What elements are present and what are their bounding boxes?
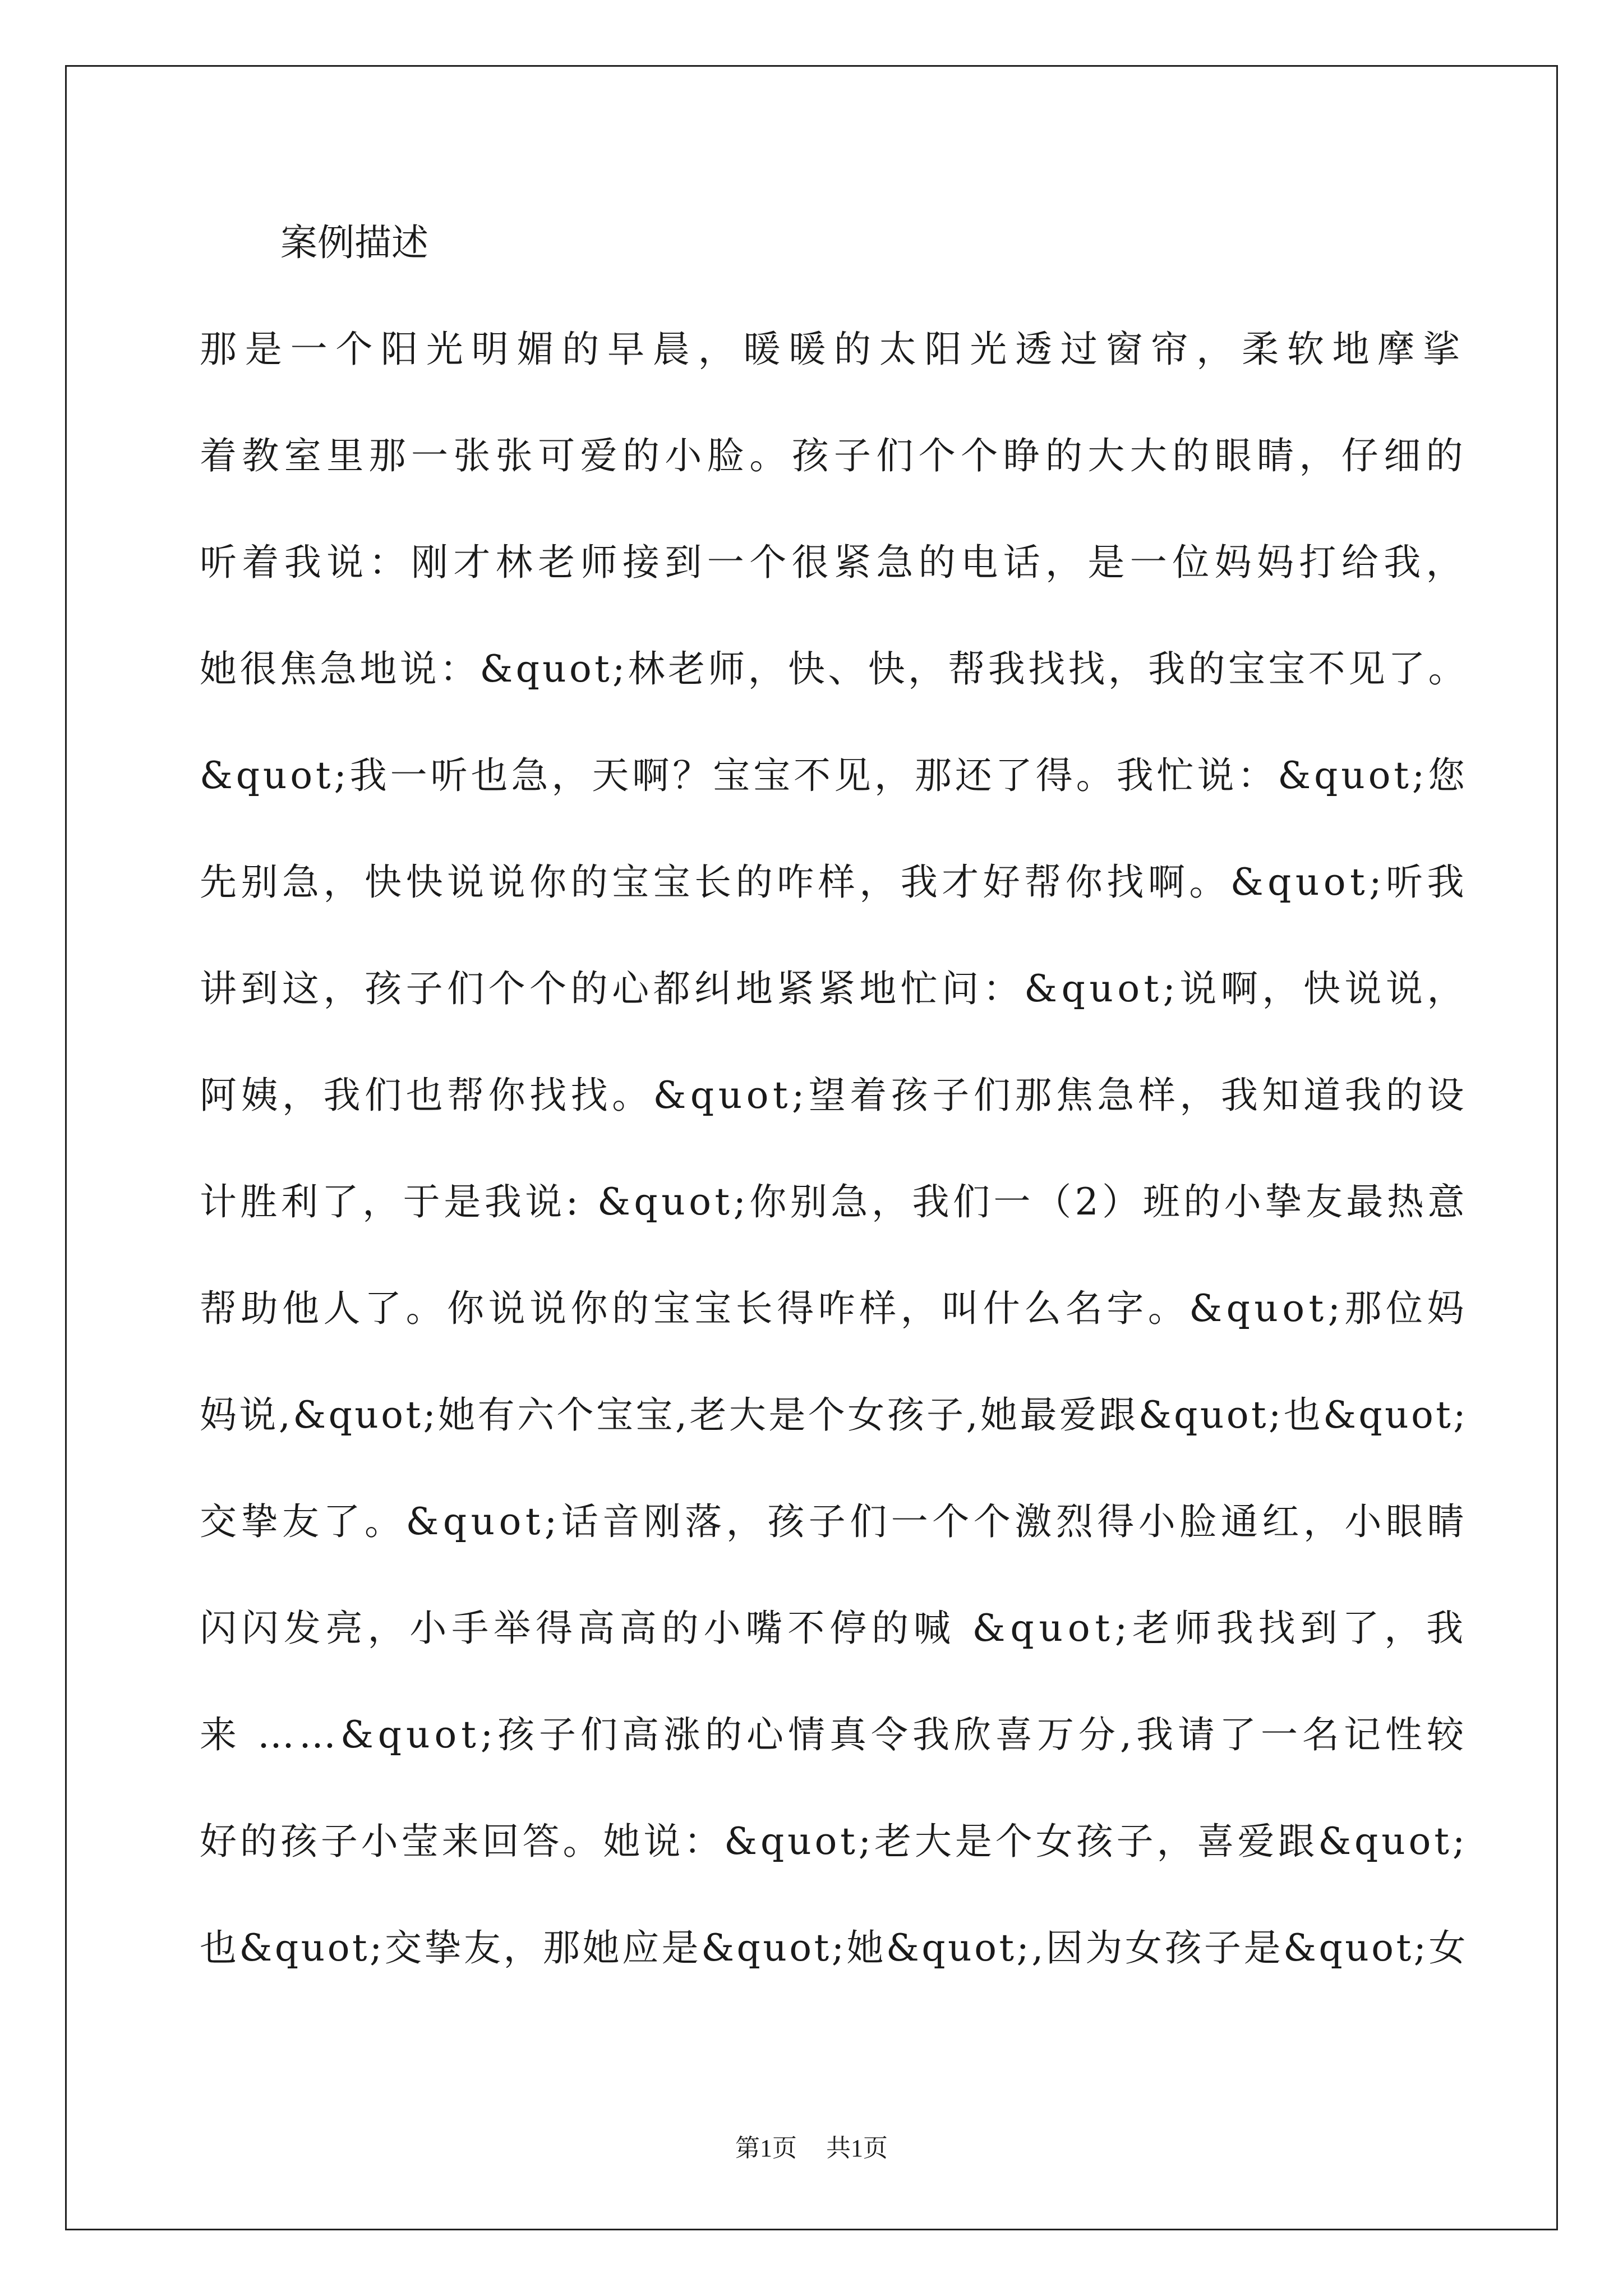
- body-text-line: &quot;我一听也急，天啊？宝宝不见，那还了得。我忙说：&quot;您: [200, 754, 1468, 797]
- body-text-line: 讲到这，孩子们个个的心都纠地紧紧地忙问：&quot;说啊，快说说，: [200, 967, 1468, 1010]
- body-text-line: 计胜利了，于是我说: &quot;你别急，我们一（2）班的小挚友最热意: [200, 1180, 1468, 1223]
- body-text-line: 闪闪发亮，小手举得高高的小嘴不停的喊 &quot;老师我找到了，我: [200, 1607, 1468, 1650]
- body-text-line: 阿姨，我们也帮你找找。&quot;望着孩子们那焦急样，我知道我的设: [200, 1074, 1468, 1117]
- body-text-line: 交挚友了。&quot;话音刚落，孩子们一个个激烈得小脸通红，小眼睛: [200, 1500, 1468, 1543]
- page-border: [65, 65, 1558, 2230]
- body-text-line: 着教室里那一张张可爱的小脸。孩子们个个睁的大大的眼睛，仔细的: [200, 434, 1468, 477]
- body-text-line: 也&quot;交挚友，那她应是&quot;她&quot;,因为女孩子是&quot;女: [200, 1926, 1468, 1970]
- page-number: 第1页: [735, 2134, 797, 2162]
- body-text-line: 妈说,&quot;她有六个宝宝,老大是个女孩子,她最爱跟&quot;也&quot;: [200, 1393, 1468, 1437]
- body-text-line: 那是一个阳光明媚的早晨，暖暖的太阳光透过窗帘，柔软地摩挲: [200, 328, 1468, 371]
- body-text-line: 来 ……&quot;孩子们高涨的心情真令我欣喜万分,我请了一名记性较: [200, 1713, 1468, 1756]
- body-text-line: 听着我说：刚才林老师接到一个很紧急的电话，是一位妈妈打给我，: [200, 541, 1468, 584]
- page-footer: [0, 2132, 1623, 2165]
- body-text-line: 帮助他人了。你说说你的宝宝长得咋样，叫什么名字。&quot;那位妈: [200, 1287, 1468, 1330]
- body-text-line: 她很焦急地说：&quot;林老师，快、快，帮我找找，我的宝宝不见了。: [200, 647, 1468, 691]
- body-text-line: 先别急，快快说说你的宝宝长的咋样，我才好帮你找啊。&quot;听我: [200, 861, 1468, 904]
- body-text-line: 好的孩子小莹来回答。她说：&quot;老大是个女孩子，喜爱跟&quot;: [200, 1820, 1468, 1863]
- page-total: 共1页: [826, 2134, 888, 2162]
- document-title: 案例描述: [280, 221, 428, 264]
